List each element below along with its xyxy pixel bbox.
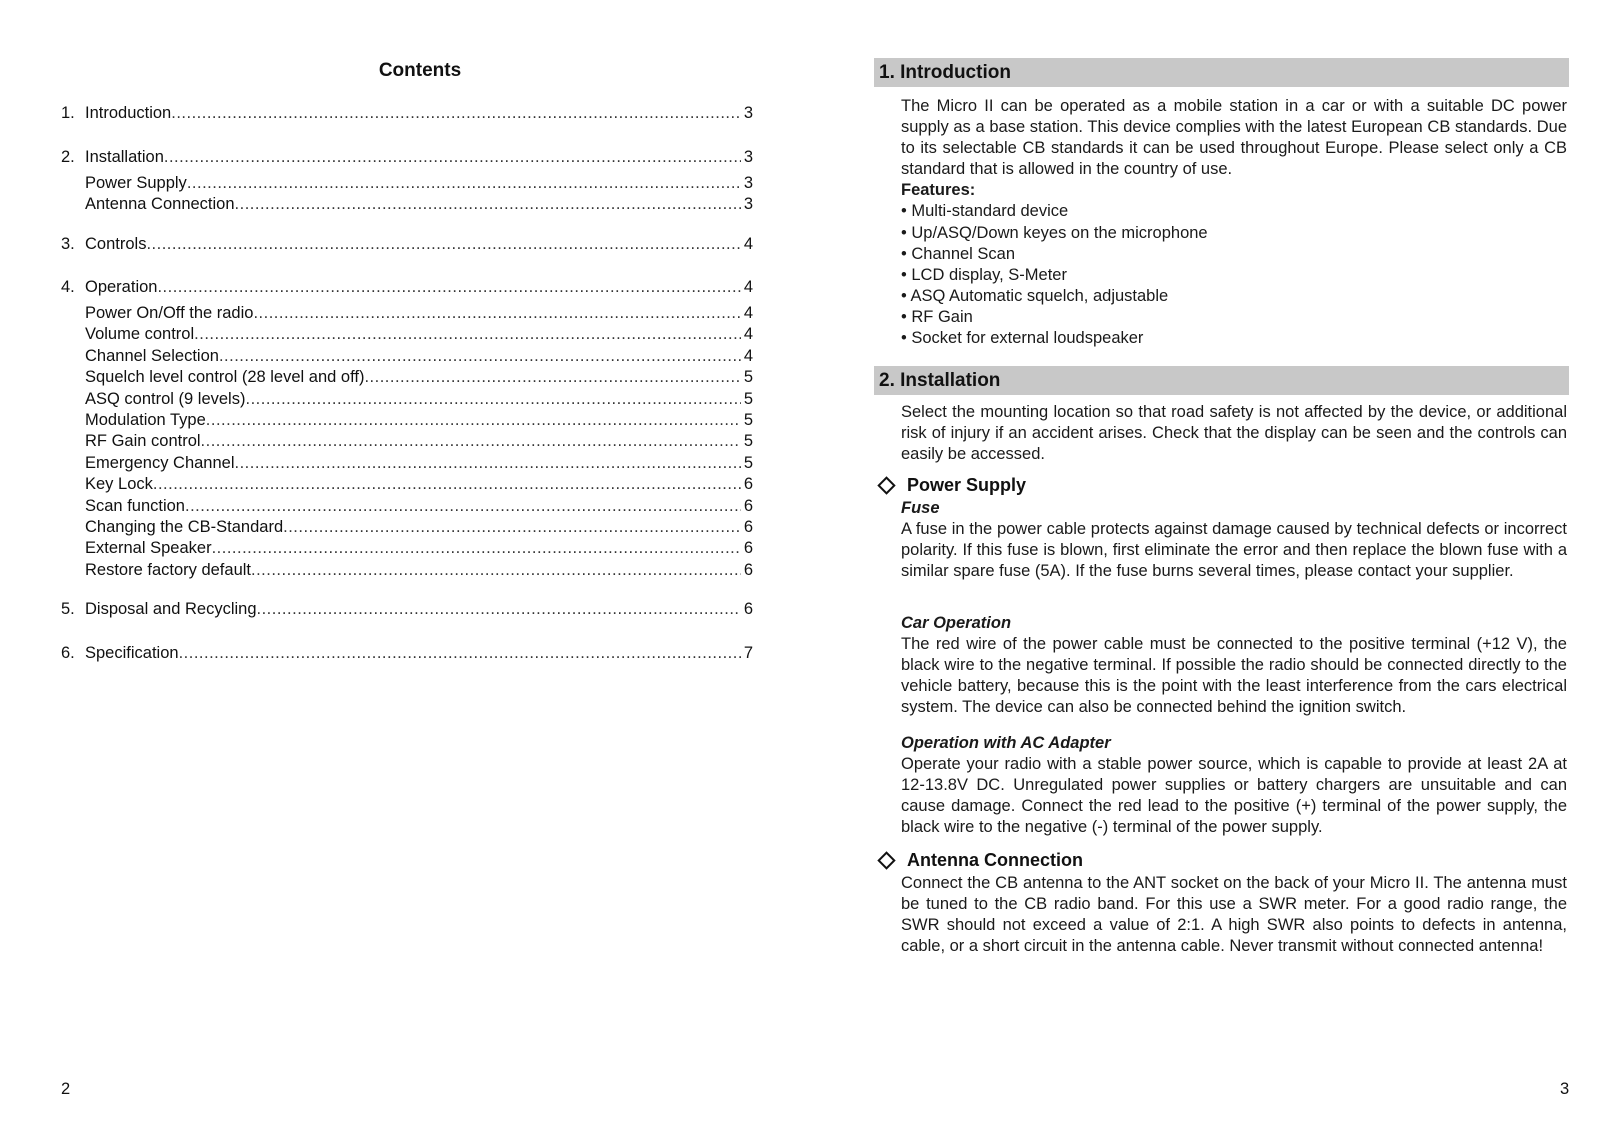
toc-entry-page: 7: [743, 644, 753, 662]
fuse-heading: Fuse: [901, 499, 940, 517]
toc-entry-label: Channel Selection: [85, 347, 219, 365]
section-heading-installation: 2. Installation: [874, 366, 1569, 395]
ac-adapter-paragraph: Operate your radio with a stable power source, which is capable to provide at least 2A at 12-13.8V DC. Unregulated power supplies or battery chargers are unsuitable and can cause damage. Connect the red lead to the positive (+) terminal of the power supply, the black wire to the negative (-) terminal of the power supply.: [901, 755, 1567, 837]
toc-entry[interactable]: [85, 496, 753, 516]
toc-dot-leader: [187, 173, 741, 193]
antenna-connection-heading: [876, 850, 1083, 871]
list-item: • RF Gain: [901, 307, 1567, 328]
toc-entry-number: 2.: [61, 148, 75, 166]
toc-dot-leader: [283, 517, 741, 537]
right-page: [850, 0, 1623, 1122]
toc-dot-leader: [194, 324, 741, 344]
toc-entry[interactable]: [85, 474, 753, 494]
toc-entry-label: ASQ control (9 levels): [85, 390, 246, 408]
toc-entry-label: Power On/Off the radio: [85, 304, 254, 322]
toc-entry-number: 5.: [61, 600, 75, 618]
toc-entry-number: 1.: [61, 104, 75, 122]
toc-dot-leader: [157, 277, 741, 297]
ac-adapter-heading: Operation with AC Adapter: [901, 734, 1111, 752]
antenna-connection-label: Antenna Connection: [907, 850, 1083, 870]
toc-entry-page: 5: [743, 368, 753, 386]
toc-entry[interactable]: [85, 389, 753, 409]
toc-dot-leader: [253, 303, 741, 323]
toc-dot-leader: [153, 474, 741, 494]
toc-entry-page: 4: [743, 325, 753, 343]
toc-entry[interactable]: [61, 103, 753, 123]
toc-dot-leader: [164, 147, 741, 167]
toc-entry[interactable]: [61, 147, 753, 167]
toc-dot-leader: [257, 599, 741, 619]
toc-entry-label: Antenna Connection: [85, 195, 235, 213]
toc-entry-page: 5: [743, 432, 753, 450]
toc-entry-page: 5: [743, 390, 753, 408]
toc-entry-page: 6: [743, 497, 753, 515]
contents-title: Contents: [378, 60, 462, 81]
toc-entry-label: Disposal and Recycling: [85, 600, 257, 618]
toc-entry-page: 4: [743, 304, 753, 322]
list-item: • Socket for external loudspeaker: [901, 328, 1567, 349]
toc-entry-page: 4: [743, 347, 753, 365]
features-label: Features:: [901, 181, 976, 200]
toc-dot-leader: [364, 367, 741, 387]
power-supply-label: Power Supply: [907, 475, 1027, 495]
car-operation-heading: Car Operation: [901, 614, 1012, 632]
toc-entry-label: Restore factory default: [85, 561, 251, 579]
toc-entry[interactable]: [85, 410, 753, 430]
toc-entry-page: 3: [743, 195, 753, 213]
section-heading-introduction: 1. Introduction: [874, 58, 1569, 87]
toc-dot-leader: [251, 560, 741, 580]
toc-entry[interactable]: [85, 517, 753, 537]
toc-entry-page: 6: [743, 539, 753, 557]
toc-entry-label: Installation: [85, 148, 164, 166]
left-page: [0, 0, 800, 1122]
car-operation-paragraph: The red wire of the power cable must be connected to the positive terminal (+12 V), the black wire to the negative terminal. If possible the radio should be connected directly to the vehicle battery, because this is the point with the least interference from the cars electrical system. The device can also be connected behind the ignition switch.: [901, 635, 1567, 717]
toc-entry-label: External Speaker: [85, 539, 212, 557]
toc-dot-leader: [185, 496, 741, 516]
toc-dot-leader: [206, 410, 741, 430]
toc-dot-leader: [235, 194, 741, 214]
toc-dot-leader: [171, 103, 741, 123]
toc-entry-label: Controls: [85, 235, 147, 253]
intro-paragraph: The Micro II can be operated as a mobile station in a car or with a suitable DC power supply as a base station. This device complies with the latest European CB standards. Due to its selectable CB standards it can be used throughout Europe. Please select only a CB standard that is allowed in the country of use.: [901, 97, 1567, 179]
toc-entry[interactable]: [61, 234, 753, 254]
toc-entry-page: 3: [743, 148, 753, 166]
introduction-section: [901, 96, 1567, 349]
toc-entry[interactable]: [61, 599, 753, 619]
toc-entry[interactable]: [85, 324, 753, 344]
page-number-right: 3: [1560, 1080, 1570, 1098]
toc-dot-leader: [235, 453, 742, 473]
list-item: • Multi-standard device: [901, 201, 1567, 222]
toc-entry-label: Power Supply: [85, 174, 187, 192]
list-item: • Up/ASQ/Down keyes on the microphone: [901, 223, 1567, 244]
toc-entry[interactable]: [85, 346, 753, 366]
toc-entry[interactable]: [85, 173, 753, 193]
toc-dot-leader: [212, 538, 741, 558]
ac-adapter-section: [901, 733, 1567, 838]
toc-entry[interactable]: [85, 303, 753, 323]
toc-entry-label: Squelch level control (28 level and off): [85, 368, 365, 386]
toc-entry[interactable]: [61, 277, 753, 297]
toc-entry-page: 5: [743, 411, 753, 429]
car-operation-section: [901, 613, 1567, 718]
toc-entry[interactable]: [85, 431, 753, 451]
toc-entry-page: 6: [743, 561, 753, 579]
fuse-section: [901, 498, 1567, 582]
toc-entry[interactable]: [85, 453, 753, 473]
toc-dot-leader: [179, 643, 741, 663]
toc-entry-label: Operation: [85, 278, 158, 296]
toc-entry-label: Scan function: [85, 497, 185, 515]
toc-entry-page: 4: [743, 235, 753, 253]
toc-dot-leader: [219, 346, 741, 366]
toc-entry-number: 6.: [61, 644, 75, 662]
toc-entry[interactable]: [61, 643, 753, 663]
toc-entry-number: 4.: [61, 278, 75, 296]
diamond-bullet-icon: [877, 851, 895, 869]
toc-entry-page: 6: [743, 600, 753, 618]
toc-entry-label: Emergency Channel: [85, 454, 235, 472]
toc-dot-leader: [245, 389, 741, 409]
features-list: [901, 201, 1567, 349]
toc-entry[interactable]: [85, 560, 753, 580]
power-supply-heading: [876, 475, 1026, 496]
install-paragraph: Select the mounting location so that road safety is not affected by the device, or additional risk of injury if an accident arises. Check that the display can be seen and the controls can easily be accessed.: [901, 403, 1567, 464]
list-item: • ASQ Automatic squelch, adjustable: [901, 286, 1567, 307]
toc-dot-leader: [146, 234, 741, 254]
toc-entry-number: 3.: [61, 235, 75, 253]
antenna-paragraph: Connect the CB antenna to the ANT socket on the back of your Micro II. The antenna must be tuned to the CB radio band. For this use a SWR meter. For a good radio range, the SWR should not exceed a value of 2:1. A high SWR also points to defects in antenna, cable, or a short circuit in the antenna cable. Never transmit without connected antenna!: [901, 874, 1567, 956]
toc-entry-page: 3: [743, 174, 753, 192]
toc-dot-leader: [201, 431, 741, 451]
toc-entry-page: 4: [743, 278, 753, 296]
toc-entry-page: 3: [743, 104, 753, 122]
toc-entry-page: 6: [743, 475, 753, 493]
list-item: • Channel Scan: [901, 244, 1567, 265]
toc-entry[interactable]: [85, 194, 753, 214]
toc-entry-label: Key Lock: [85, 475, 153, 493]
page-number-left: 2: [61, 1080, 71, 1098]
toc-entry-label: RF Gain control: [85, 432, 201, 450]
toc-entry-label: Volume control: [85, 325, 195, 343]
toc-entry-page: 6: [743, 518, 753, 536]
toc-entry-label: Introduction: [85, 104, 172, 122]
toc-entry[interactable]: [85, 538, 753, 558]
toc-entry-label: Modulation Type: [85, 411, 206, 429]
toc-entry[interactable]: [85, 367, 753, 387]
fuse-paragraph: A fuse in the power cable protects against damage caused by technical defects or incorrect polarity. If this fuse is blown, first eliminate the error and then replace the blown fuse with a similar spare fuse (5A). If the fuse burns several times, please contact your supplier.: [901, 520, 1567, 581]
list-item: • LCD display, S-Meter: [901, 265, 1567, 286]
toc-entry-page: 5: [743, 454, 753, 472]
toc-entry-label: Changing the CB-Standard: [85, 518, 284, 536]
diamond-bullet-icon: [877, 476, 895, 494]
toc-entry-label: Specification: [85, 644, 179, 662]
